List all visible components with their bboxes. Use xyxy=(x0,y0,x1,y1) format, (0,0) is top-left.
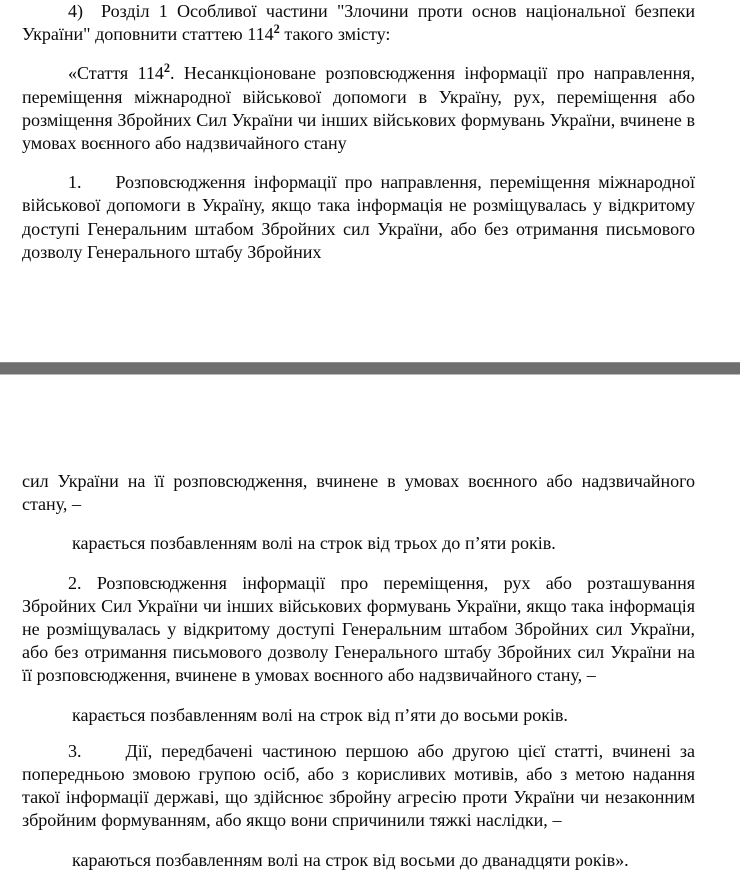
item-3-text: Дії, передбачені частиною першою або другою цієї статті, вчинені за попередньою змовою групою осіб, або з корисливих мотивів, або з метою надання такої інформації державі, що здійснює збройну агресію проти України чи незаконним збройним формуванням, або якщо вони спричинили тяжкі наслідки, – xyxy=(22,740,695,831)
paragraph-article-heading xyxy=(22,62,695,155)
article-superscript-intro: 2 xyxy=(273,22,280,37)
item-3-number: 3. xyxy=(68,740,82,761)
document-page-two xyxy=(0,470,740,872)
article-heading-text-before: «Стаття 114 xyxy=(68,63,164,84)
amendment-intro-text-after: такого змісту: xyxy=(279,24,391,45)
amendment-intro-text-before: 4) Розділ 1 Особливої частини "Злочини проти основ національної безпеки України" доповнити статтею 114 xyxy=(22,1,695,45)
paragraph-item-1 xyxy=(22,171,695,264)
paragraph-amendment-intro xyxy=(22,0,695,46)
paragraph-item-2: 2. Розповсюдження інформації про переміщення, рух або розташування Збройних Сил України чи інших військових формувань України, якщо така інформація не розміщувалась у відкритому доступі Генеральним штабом Збройних сил України, або без отримання письмового дозволу Генерального штабу Збройних сил України на її розповсюдження, вчинене в умовах воєнного або надзвичайного стану, – xyxy=(22,572,695,686)
article-superscript-heading: 2 xyxy=(163,61,170,76)
paragraph-item-1-continuation: сил України на її розповсюдження, вчинене в умовах воєнного або надзвичайного стану, – xyxy=(22,471,695,515)
paragraph-penalty-1: карається позбавленням волі на строк від трьох до п’яти років. xyxy=(72,533,556,554)
page-break-divider xyxy=(0,362,740,375)
item-1-number: 1. xyxy=(68,172,82,193)
paragraph-penalty-2: карається позбавленням волі на строк від п’яти до восьми років. xyxy=(72,704,568,725)
item-1-text: Розповсюдження інформації про направлення, переміщення міжнародної військової допомоги в Україну, якщо така інформація не розміщувалась у відкритому доступі Генеральним штабом Збройних сил України, або без отримання письмового дозволу Генерального штабу Збройних xyxy=(22,172,695,262)
paragraph-item-3 xyxy=(22,740,695,833)
paragraph-penalty-3: караються позбавленням волі на строк від восьми до дванадцяти років». xyxy=(72,849,629,870)
article-heading-text-after: . Несанкціоноване розповсюдження інформації про направлення, переміщення міжнародної військової допомоги в Україну, рух, переміщення або розміщення Збройних Сил України чи інших військових формувань України, вчинене в умовах воєнного або надзвичайного стану xyxy=(22,63,695,154)
document-page-one xyxy=(0,0,740,264)
